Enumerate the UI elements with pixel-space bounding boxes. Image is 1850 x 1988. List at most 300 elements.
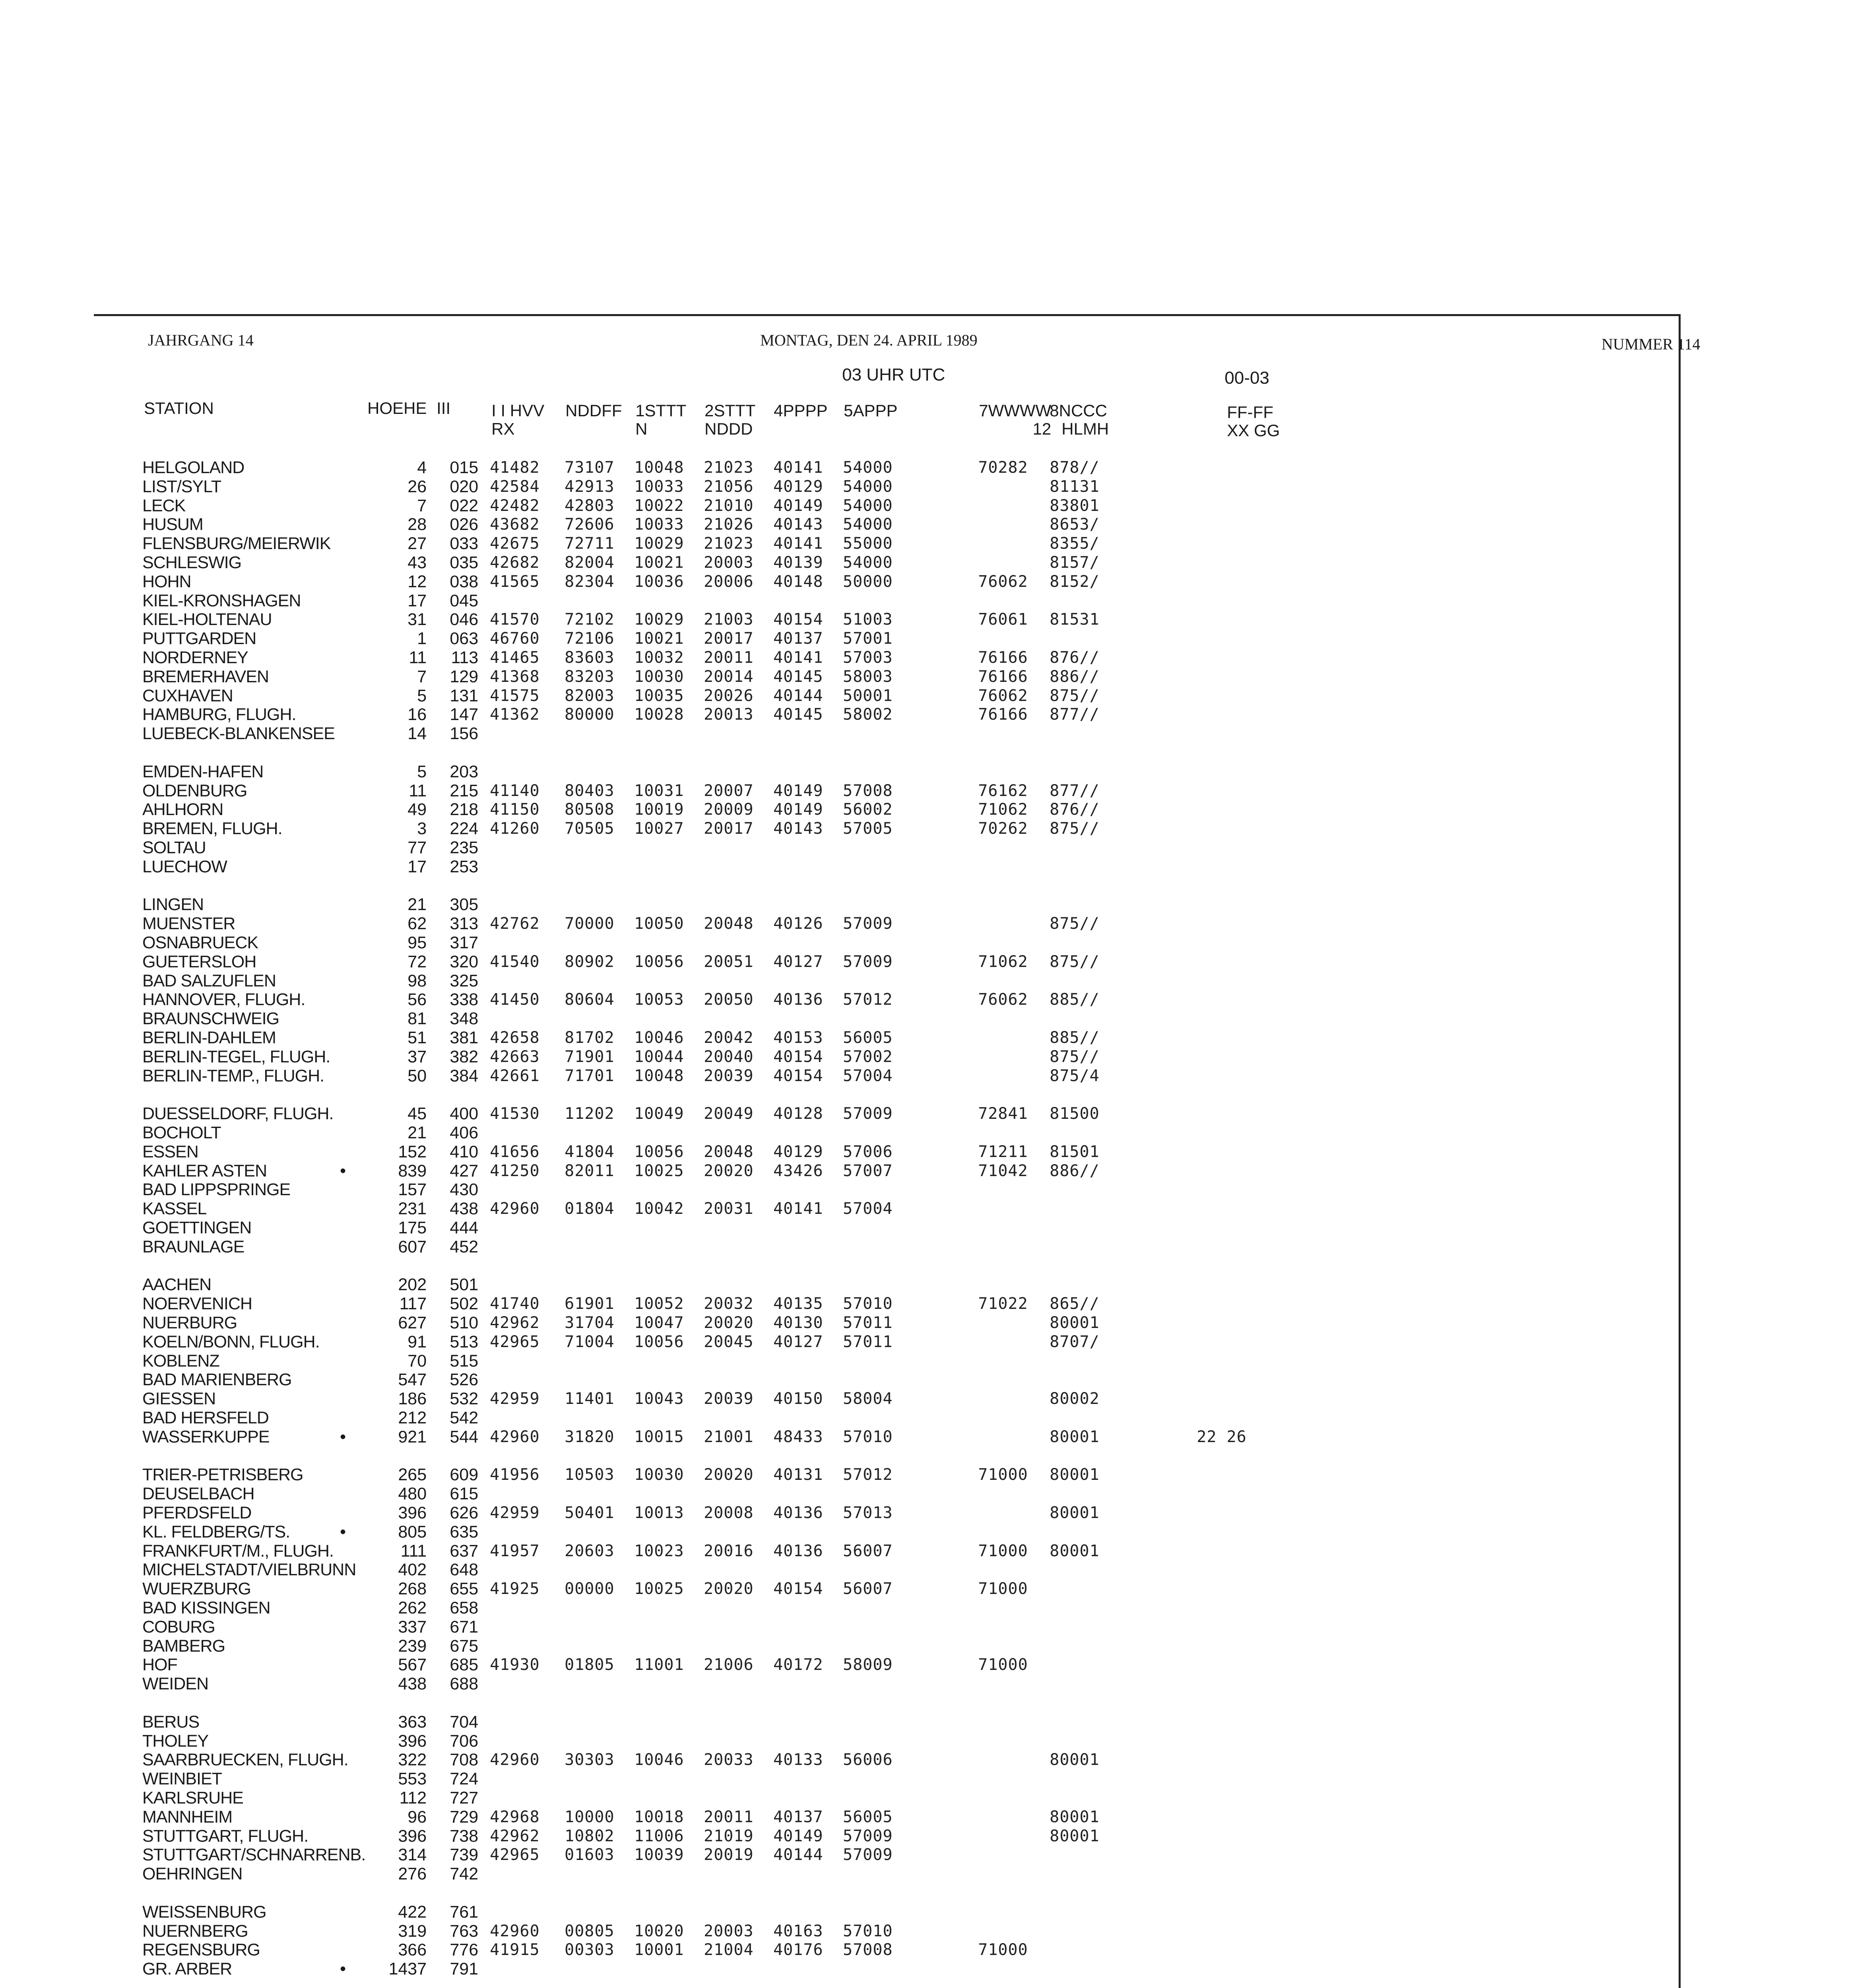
- time-label: 03 UHR UTC: [842, 365, 945, 384]
- table-row: [0, 819, 1850, 838]
- jahrgang-label: JAHRGANG 14: [148, 331, 254, 349]
- station-height: 43: [408, 553, 427, 572]
- synop-group: 42965: [490, 1846, 540, 1864]
- synop-group: 57004: [843, 1200, 893, 1218]
- synop-group: 8152/: [1050, 572, 1100, 591]
- synop-group: 21006: [704, 1656, 754, 1674]
- synop-group: 41250: [490, 1161, 540, 1180]
- station-height: 112: [399, 1788, 427, 1807]
- synop-group: 56007: [843, 1580, 893, 1598]
- station-height: 12: [408, 572, 427, 591]
- table-row: [0, 1807, 1850, 1827]
- station-name: KL. FELDBERG/TS.: [142, 1522, 290, 1541]
- station-name: WEINBIET: [142, 1769, 222, 1789]
- table-row: [0, 1598, 1850, 1617]
- synop-group: 885//: [1050, 990, 1100, 1009]
- col-ffff: [1227, 403, 1280, 440]
- table-row: [0, 1066, 1850, 1085]
- synop-group: 71000: [978, 1541, 1028, 1560]
- synop-group: 20048: [704, 914, 754, 933]
- synop-group: 57010: [843, 1922, 893, 1940]
- station-name: BERLIN-TEGEL, FLUGH.: [142, 1047, 330, 1066]
- synop-group: 51003: [843, 610, 893, 629]
- synop-group: 11006: [634, 1827, 684, 1845]
- station-height: 239: [398, 1636, 427, 1656]
- synop-group: 01805: [565, 1656, 615, 1674]
- table-row: [0, 1769, 1850, 1788]
- synop-group: 20017: [704, 819, 754, 838]
- station-id: 704: [450, 1712, 478, 1732]
- table-row: [0, 1845, 1850, 1864]
- col-ffff-a: FF-FF: [1227, 403, 1273, 421]
- synop-group: 10020: [634, 1922, 684, 1940]
- table-row: [0, 1180, 1850, 1199]
- table-row: [0, 1864, 1850, 1883]
- station-name: FLENSBURG/MEIERWIK: [142, 534, 331, 553]
- synop-group: 40172: [773, 1656, 823, 1674]
- station-id: 675: [450, 1636, 478, 1656]
- table-row: [0, 1750, 1850, 1769]
- synop-group: 41956: [490, 1466, 540, 1484]
- station-id: 776: [450, 1940, 478, 1960]
- station-id: 235: [450, 838, 478, 857]
- synop-group: 20045: [704, 1332, 754, 1351]
- table-row: [0, 1922, 1850, 1941]
- synop-group: 42965: [490, 1332, 540, 1351]
- synop-group: 80002: [1050, 1390, 1100, 1408]
- table-row: [0, 1294, 1850, 1313]
- synop-group: 70000: [565, 914, 615, 933]
- station-id: 400: [450, 1104, 478, 1124]
- synop-group: 43426: [773, 1161, 823, 1180]
- synop-group: 57011: [843, 1314, 893, 1332]
- synop-group: 71211: [978, 1142, 1028, 1161]
- table-row: [0, 591, 1850, 610]
- synop-group: 875//: [1050, 952, 1100, 971]
- table-row: [0, 1218, 1850, 1237]
- synop-group: 71000: [978, 1941, 1028, 1959]
- synop-group: 20016: [704, 1541, 754, 1560]
- synop-group: 10021: [634, 629, 684, 648]
- col-station: STATION: [144, 399, 214, 417]
- station-name: WASSERKUPPE: [142, 1427, 270, 1446]
- station-height: 81: [408, 1009, 427, 1029]
- station-id: 609: [450, 1465, 478, 1485]
- col-1sttt-b: N: [635, 419, 648, 438]
- station-name: KOELN/BONN, FLUGH.: [142, 1332, 320, 1351]
- synop-group: 00000: [565, 1580, 615, 1598]
- col-4pppp: 4PPPP: [774, 401, 828, 420]
- synop-group: 20020: [704, 1314, 754, 1332]
- station-height: 402: [398, 1560, 427, 1580]
- station-name: FRANKFURT/M., FLUGH.: [142, 1541, 334, 1561]
- table-row: [0, 629, 1850, 648]
- synop-group: 40130: [773, 1314, 823, 1332]
- synop-group: 11001: [634, 1656, 684, 1674]
- synop-group: 20042: [704, 1029, 754, 1047]
- synop-group: 10056: [634, 1142, 684, 1161]
- synop-group: 21023: [704, 458, 754, 477]
- synop-group: 10033: [634, 477, 684, 496]
- station-name: LINGEN: [142, 895, 204, 914]
- synop-group: 42968: [490, 1807, 540, 1826]
- table-row: [0, 610, 1850, 629]
- station-id: 015: [450, 458, 478, 477]
- synop-group: 76062: [978, 686, 1028, 705]
- synop-group: 48433: [773, 1427, 823, 1446]
- synop-group: 21019: [704, 1827, 754, 1845]
- synop-group: 31704: [565, 1314, 615, 1332]
- table-row: [0, 800, 1850, 819]
- station-name: WUERZBURG: [142, 1579, 251, 1599]
- synop-group: 10046: [634, 1751, 684, 1769]
- synop-group: 20049: [704, 1105, 754, 1123]
- synop-group: 76166: [978, 667, 1028, 686]
- synop-group: 41575: [490, 686, 540, 705]
- station-id: 648: [450, 1560, 478, 1580]
- station-name: WEISSENBURG: [142, 1902, 266, 1922]
- synop-group: 57009: [843, 1105, 893, 1123]
- station-id: 502: [450, 1294, 478, 1314]
- synop-group: 40128: [773, 1105, 823, 1123]
- station-id: 452: [450, 1237, 478, 1256]
- station-id: 203: [450, 762, 478, 781]
- bergstation-marker: •: [340, 1959, 346, 1979]
- station-id: 510: [450, 1313, 478, 1332]
- station-height: 5: [417, 762, 427, 781]
- synop-group: 10036: [634, 572, 684, 591]
- station-height: 98: [408, 971, 427, 990]
- station-name: AACHEN: [142, 1275, 212, 1295]
- station-name: COBURG: [142, 1617, 215, 1637]
- station-name: BAMBERG: [142, 1636, 225, 1656]
- station-id: 706: [450, 1731, 478, 1751]
- synop-group: 20003: [704, 1922, 754, 1940]
- synop-group: 11401: [565, 1390, 615, 1408]
- table-row: [0, 534, 1850, 553]
- synop-group: 41450: [490, 990, 540, 1009]
- synop-group: 20026: [704, 686, 754, 705]
- synop-group: 57009: [843, 1846, 893, 1864]
- synop-group: 42959: [490, 1390, 540, 1408]
- station-id: 685: [450, 1655, 478, 1675]
- station-name: MANNHEIM: [142, 1807, 233, 1827]
- synop-group: 54000: [843, 496, 893, 515]
- station-id: 729: [450, 1807, 478, 1827]
- table-row: [0, 705, 1850, 724]
- station-id: 742: [450, 1864, 478, 1884]
- station-id: 215: [450, 781, 478, 800]
- synop-group: 875/4: [1050, 1066, 1100, 1085]
- station-id: 038: [450, 572, 478, 591]
- synop-group: 40136: [773, 1541, 823, 1560]
- synop-group: 72841: [978, 1105, 1028, 1123]
- synop-group: 20051: [704, 952, 754, 971]
- station-name: KIEL-HOLTENAU: [142, 610, 272, 629]
- synop-group: 41140: [490, 781, 540, 800]
- synop-group: 10048: [634, 1066, 684, 1085]
- synop-group: 42762: [490, 914, 540, 933]
- station-id: 739: [450, 1845, 478, 1865]
- station-name: MICHELSTADT/VIELBRUNN: [142, 1560, 356, 1580]
- synop-group: 10035: [634, 686, 684, 705]
- synop-group: 57006: [843, 1142, 893, 1161]
- synop-group: 57010: [843, 1427, 893, 1446]
- synop-group: 876//: [1050, 800, 1100, 819]
- station-height: 11: [409, 648, 427, 667]
- table-row: [0, 1389, 1850, 1408]
- synop-group: 57005: [843, 819, 893, 838]
- col-8nccc-b: HLMH: [1062, 419, 1109, 438]
- table-row: [0, 990, 1850, 1009]
- synop-group: 10503: [565, 1466, 615, 1484]
- synop-group: 82304: [565, 572, 615, 591]
- station-height: 314: [398, 1845, 427, 1865]
- station-height: 480: [398, 1484, 427, 1504]
- synop-group: 10019: [634, 800, 684, 819]
- table-row: [0, 1408, 1850, 1427]
- table-row: [0, 1199, 1850, 1218]
- col-2sttt-a: 2STTT: [705, 401, 756, 420]
- col-hvv: [491, 402, 544, 438]
- synop-group: 76062: [978, 990, 1028, 1009]
- table-row: [0, 1332, 1850, 1351]
- synop-group: 50401: [565, 1504, 615, 1522]
- station-name: LIST/SYLT: [142, 477, 221, 496]
- station-height: 438: [398, 1674, 427, 1694]
- station-height: 268: [398, 1579, 427, 1599]
- nummer-label: NUMMER 114: [1602, 335, 1701, 353]
- table-row: [0, 1827, 1850, 1846]
- table-row: [0, 1047, 1850, 1066]
- station-height: 21: [408, 895, 427, 914]
- table-row: [0, 762, 1850, 781]
- col-7wwww-a: 7WWWW: [979, 401, 1051, 420]
- synop-group: 40126: [773, 914, 823, 933]
- station-name: PUTTGARDEN: [142, 629, 256, 648]
- synop-group: 40143: [773, 515, 823, 534]
- station-name: KARLSRUHE: [142, 1788, 243, 1807]
- synop-group: 20003: [704, 553, 754, 572]
- station-name: NOERVENICH: [142, 1294, 252, 1314]
- station-height: 77: [408, 838, 427, 857]
- synop-group: 41656: [490, 1142, 540, 1161]
- synop-group: 40127: [773, 952, 823, 971]
- synop-group: 50000: [843, 572, 893, 591]
- table-row: [0, 1313, 1850, 1332]
- station-name: OSNABRUECK: [142, 933, 258, 952]
- synop-group: 40149: [773, 800, 823, 819]
- synop-group: 20014: [704, 667, 754, 686]
- station-height: 5: [417, 686, 427, 705]
- synop-group: 42675: [490, 534, 540, 553]
- synop-group: 10056: [634, 952, 684, 971]
- table-row: [0, 1009, 1850, 1028]
- synop-group: 40145: [773, 667, 823, 686]
- synop-group: 41804: [565, 1142, 615, 1161]
- synop-group: 40144: [773, 686, 823, 705]
- station-id: 708: [450, 1750, 478, 1770]
- synop-group: 57008: [843, 781, 893, 800]
- station-id: 427: [450, 1161, 478, 1180]
- synop-group: 10031: [634, 781, 684, 800]
- synop-group: 50001: [843, 686, 893, 705]
- synop-group: 57012: [843, 1466, 893, 1484]
- synop-group: 40135: [773, 1295, 823, 1313]
- synop-group: 71901: [565, 1047, 615, 1066]
- station-id: 129: [450, 667, 478, 686]
- synop-group: 56006: [843, 1751, 893, 1769]
- synop-group: 20011: [704, 648, 754, 667]
- synop-group: 70282: [978, 458, 1028, 477]
- synop-group: 40141: [773, 1200, 823, 1218]
- station-name: KOBLENZ: [142, 1351, 219, 1371]
- synop-group: 80001: [1050, 1466, 1100, 1484]
- station-id: 626: [450, 1503, 478, 1522]
- station-id: 430: [450, 1180, 478, 1200]
- table-row: [0, 1712, 1850, 1732]
- synop-group: 10018: [634, 1807, 684, 1826]
- synop-group: 41362: [490, 705, 540, 724]
- synop-group: 81500: [1050, 1105, 1100, 1123]
- table-row: [0, 1446, 1850, 1466]
- station-id: 313: [450, 914, 478, 934]
- synop-group: 10015: [634, 1427, 684, 1446]
- station-id: 156: [450, 724, 478, 744]
- synop-group: 41915: [490, 1941, 540, 1959]
- station-name: BAD HERSFELD: [142, 1408, 269, 1427]
- synop-group: 40148: [773, 572, 823, 591]
- synop-group: 80001: [1050, 1827, 1100, 1845]
- synop-group: 40141: [773, 534, 823, 553]
- table-row: [0, 1655, 1850, 1674]
- station-id: 381: [450, 1028, 478, 1047]
- synop-group: 10013: [634, 1504, 684, 1522]
- station-id: 501: [450, 1275, 478, 1295]
- synop-group: 40149: [773, 496, 823, 515]
- station-name: BAD KISSINGEN: [142, 1598, 270, 1617]
- station-name: BREMERHAVEN: [142, 667, 269, 686]
- table-row: [0, 1522, 1850, 1541]
- station-id: 026: [450, 515, 478, 534]
- station-height: 37: [408, 1047, 427, 1066]
- station-id: 791: [450, 1959, 478, 1979]
- table-row: [0, 553, 1850, 572]
- station-id: 305: [450, 895, 478, 914]
- synop-group: 71000: [978, 1580, 1028, 1598]
- synop-group: 10030: [634, 667, 684, 686]
- synop-group: 80001: [1050, 1504, 1100, 1522]
- col-1sttt-a: 1STTT: [635, 401, 687, 420]
- synop-group: 73107: [565, 458, 615, 477]
- station-name: GIESSEN: [142, 1389, 216, 1409]
- table-row: [0, 1637, 1850, 1656]
- station-height: 28: [408, 515, 427, 534]
- station-name: DUESSELDORF, FLUGH.: [142, 1104, 334, 1124]
- table-row: [0, 743, 1850, 762]
- synop-group: 00805: [565, 1922, 615, 1940]
- synop-group: 10029: [634, 610, 684, 629]
- station-height: 152: [398, 1142, 427, 1161]
- table-row: [0, 724, 1850, 743]
- synop-group: 56005: [843, 1029, 893, 1047]
- synop-group: 875//: [1050, 686, 1100, 705]
- synop-group: 57002: [843, 1047, 893, 1066]
- synop-group: 41150: [490, 800, 540, 819]
- synop-group: 20009: [704, 800, 754, 819]
- station-id: 033: [450, 534, 478, 553]
- synop-group: 10030: [634, 1466, 684, 1484]
- synop-group: 42661: [490, 1066, 540, 1085]
- synop-group: 72711: [565, 534, 615, 553]
- synop-group: 40136: [773, 1504, 823, 1522]
- station-id: 526: [450, 1370, 478, 1390]
- synop-group: 42960: [490, 1200, 540, 1218]
- synop-group: 10029: [634, 534, 684, 553]
- station-id: 382: [450, 1047, 478, 1066]
- synop-group: 72102: [565, 610, 615, 629]
- station-height: 157: [398, 1180, 427, 1200]
- table-row: [0, 781, 1850, 800]
- synop-group: 83603: [565, 648, 615, 667]
- synop-group: 8707/: [1050, 1332, 1100, 1351]
- synop-group: 41570: [490, 610, 540, 629]
- synop-group: 76061: [978, 610, 1028, 629]
- table-row: [0, 1123, 1850, 1142]
- synop-group: 10049: [634, 1105, 684, 1123]
- synop-group: 21026: [704, 515, 754, 534]
- synop-group: 21004: [704, 1941, 754, 1959]
- synop-group: 42959: [490, 1504, 540, 1522]
- synop-group: 21023: [704, 534, 754, 553]
- synop-group: 10042: [634, 1200, 684, 1218]
- station-height: 51: [408, 1028, 427, 1047]
- synop-group: 56005: [843, 1807, 893, 1826]
- synop-group: 21056: [704, 477, 754, 496]
- synop-group: 57001: [843, 629, 893, 648]
- synop-group: 76166: [978, 705, 1028, 724]
- synop-group: 875//: [1050, 819, 1100, 838]
- station-height: 607: [398, 1237, 427, 1256]
- synop-group: 80508: [565, 800, 615, 819]
- station-id: 022: [450, 496, 478, 515]
- synop-group: 40153: [773, 1029, 823, 1047]
- synop-group: 40141: [773, 458, 823, 477]
- station-name: OEHRINGEN: [142, 1864, 243, 1884]
- table-row: [0, 1959, 1850, 1978]
- station-id: 763: [450, 1921, 478, 1941]
- station-height: 805: [398, 1522, 427, 1541]
- synop-group: 57011: [843, 1332, 893, 1351]
- synop-group: 80000: [565, 705, 615, 724]
- table-row: [0, 686, 1850, 705]
- synop-group: 20033: [704, 1751, 754, 1769]
- synop-group: 40163: [773, 1922, 823, 1940]
- col-ffff-b: XX GG: [1227, 421, 1280, 440]
- col-8nccc: [1050, 402, 1109, 438]
- station-height: 567: [398, 1655, 427, 1675]
- synop-group: 82003: [565, 686, 615, 705]
- station-height: 62: [408, 914, 427, 934]
- station-id: 615: [450, 1484, 478, 1504]
- synop-group: 43682: [490, 515, 540, 534]
- table-row: [0, 572, 1850, 591]
- synop-group: 886//: [1050, 1161, 1100, 1180]
- synop-group: 885//: [1050, 1029, 1100, 1047]
- station-name: HOHN: [142, 572, 191, 591]
- station-id: 113: [451, 648, 478, 667]
- station-height: 72: [408, 952, 427, 971]
